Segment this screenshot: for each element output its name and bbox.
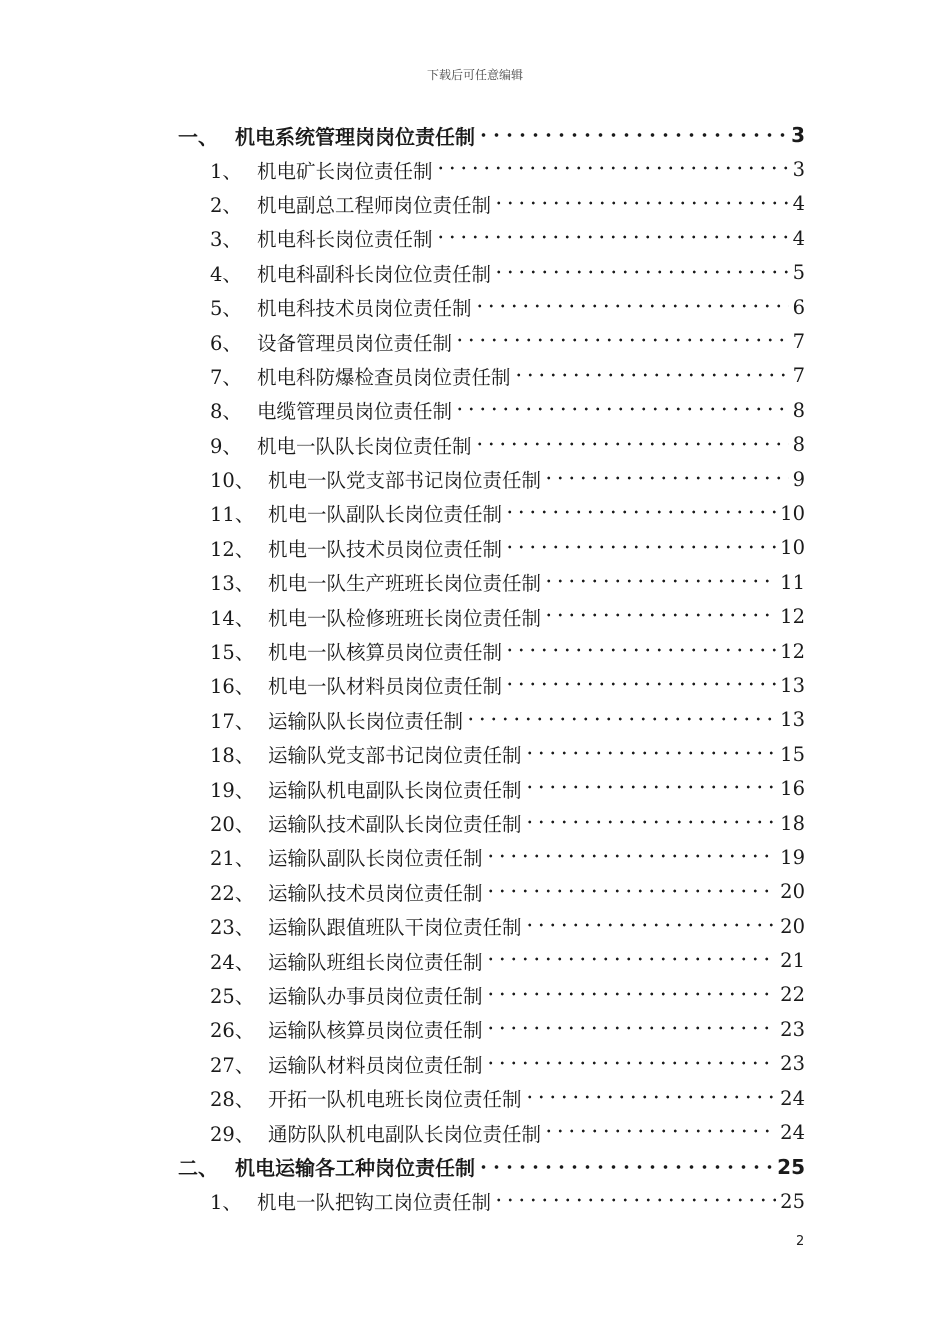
toc-entry-number: 22、 bbox=[210, 881, 255, 905]
toc-dot-leader bbox=[465, 703, 776, 737]
toc-entry-title: 电缆管理员岗位责任制 bbox=[257, 400, 453, 424]
toc-dot-leader bbox=[524, 737, 777, 771]
toc-dot-leader bbox=[485, 978, 777, 1012]
toc-entry-number: 一、 bbox=[178, 124, 218, 149]
toc-dot-leader bbox=[504, 531, 776, 565]
toc-entry-number: 26、 bbox=[210, 1019, 255, 1043]
toc-section-entry[interactable] bbox=[0, 1150, 950, 1184]
toc-entry[interactable] bbox=[0, 187, 950, 221]
toc-entry-number: 15、 bbox=[210, 641, 255, 665]
toc-entry[interactable] bbox=[0, 943, 950, 977]
toc-entry-number: 二、 bbox=[178, 1156, 218, 1181]
toc-entry[interactable] bbox=[0, 462, 950, 496]
toc-entry-title: 运输队核算员岗位责任制 bbox=[268, 1019, 483, 1043]
toc-entry-page: 12 bbox=[780, 639, 805, 663]
toc-entry-page: 25 bbox=[777, 1154, 805, 1179]
toc-entry-title: 机电科防爆检查员岗位责任制 bbox=[257, 365, 511, 389]
toc-entry-page: 6 bbox=[792, 295, 805, 319]
toc-entry-page: 24 bbox=[780, 1121, 805, 1145]
toc-entry-number: 25、 bbox=[210, 984, 255, 1008]
toc-entry-page: 24 bbox=[780, 1086, 805, 1110]
toc-entry-title: 机电一队技术员岗位责任制 bbox=[268, 537, 503, 561]
toc-dot-leader bbox=[543, 462, 789, 496]
toc-entry[interactable] bbox=[0, 531, 950, 565]
toc-entry-page: 10 bbox=[780, 501, 805, 525]
toc-entry-page: 16 bbox=[780, 777, 805, 801]
toc-entry-number: 2、 bbox=[210, 193, 242, 217]
toc-entry-title: 运输队队长岗位责任制 bbox=[268, 709, 464, 733]
toc-entry-title: 机电一队生产班班长岗位责任制 bbox=[268, 572, 542, 596]
toc-entry-page: 23 bbox=[780, 1017, 805, 1041]
toc-dot-leader bbox=[477, 1150, 773, 1184]
toc-entry[interactable] bbox=[0, 324, 950, 358]
toc-entry[interactable] bbox=[0, 565, 950, 599]
toc-dot-leader bbox=[543, 1115, 776, 1149]
toc-entry-page: 22 bbox=[780, 983, 805, 1007]
toc-dot-leader bbox=[485, 943, 777, 977]
toc-entry-title: 机电科副科长岗位位责任制 bbox=[257, 262, 492, 286]
toc-dot-leader bbox=[524, 1081, 777, 1115]
toc-entry[interactable] bbox=[0, 634, 950, 668]
toc-dot-leader bbox=[493, 187, 789, 221]
toc-entry-page: 20 bbox=[780, 880, 805, 904]
toc-dot-leader bbox=[485, 875, 777, 909]
toc-entry-number: 24、 bbox=[210, 950, 255, 974]
toc-entry-title: 运输队班组长岗位责任制 bbox=[268, 950, 483, 974]
toc-entry-number: 14、 bbox=[210, 606, 255, 630]
toc-entry[interactable] bbox=[0, 428, 950, 462]
toc-entry-page: 13 bbox=[780, 673, 805, 697]
toc-entry[interactable] bbox=[0, 1081, 950, 1115]
toc-entry-page: 25 bbox=[780, 1189, 805, 1213]
toc-entry[interactable] bbox=[0, 221, 950, 255]
page-number: 2 bbox=[796, 1234, 805, 1249]
toc-entry-number: 3、 bbox=[210, 228, 242, 252]
toc-entry-page: 11 bbox=[780, 570, 805, 594]
toc-entry-title: 设备管理员岗位责任制 bbox=[257, 331, 453, 355]
toc-entry[interactable] bbox=[0, 771, 950, 805]
toc-entry-number: 11、 bbox=[210, 503, 255, 527]
toc-dot-leader bbox=[435, 152, 789, 186]
toc-entry-page: 3 bbox=[792, 158, 805, 182]
toc-entry-number: 5、 bbox=[210, 297, 242, 321]
toc-dot-leader bbox=[435, 221, 789, 255]
toc-dot-leader bbox=[477, 118, 787, 152]
toc-entry-page: 4 bbox=[792, 192, 805, 216]
toc-entry-title: 运输队党支部书记岗位责任制 bbox=[268, 744, 522, 768]
toc-entry-page: 13 bbox=[780, 708, 805, 732]
toc-entry[interactable] bbox=[0, 496, 950, 530]
toc-entry-title: 机电副总工程师岗位责任制 bbox=[257, 193, 492, 217]
toc-entry[interactable] bbox=[0, 1115, 950, 1149]
toc-entry-page: 10 bbox=[780, 536, 805, 560]
toc-entry[interactable] bbox=[0, 875, 950, 909]
toc-entry-title: 机电科技术员岗位责任制 bbox=[257, 297, 472, 321]
toc-entry-page: 9 bbox=[792, 467, 805, 491]
toc-entry-title: 运输队办事员岗位责任制 bbox=[268, 984, 483, 1008]
toc-entry-title: 机电运输各工种岗位责任制 bbox=[235, 1156, 475, 1181]
toc-entry-title: 运输队机电副队长岗位责任制 bbox=[268, 778, 522, 802]
toc-entry-page: 19 bbox=[780, 845, 805, 869]
toc-entry-number: 28、 bbox=[210, 1088, 255, 1112]
toc-entry[interactable] bbox=[0, 806, 950, 840]
toc-dot-leader bbox=[454, 324, 789, 358]
toc-entry[interactable] bbox=[0, 1012, 950, 1046]
toc-entry-title: 机电一队把钩工岗位责任制 bbox=[257, 1191, 492, 1215]
toc-dot-leader bbox=[454, 393, 789, 427]
toc-entry-page: 5 bbox=[792, 261, 805, 285]
toc-entry[interactable] bbox=[0, 1047, 950, 1081]
toc-entry-number: 6、 bbox=[210, 331, 242, 355]
toc-entry[interactable] bbox=[0, 359, 950, 393]
toc-entry-number: 10、 bbox=[210, 469, 255, 493]
toc-entry-title: 机电科长岗位责任制 bbox=[257, 228, 433, 252]
toc-section-entry[interactable] bbox=[0, 118, 950, 152]
toc-entry-title: 运输队跟值班队干岗位责任制 bbox=[268, 916, 522, 940]
toc-dot-leader bbox=[524, 909, 777, 943]
toc-dot-leader bbox=[485, 1047, 777, 1081]
toc-entry[interactable] bbox=[0, 599, 950, 633]
toc-entry[interactable] bbox=[0, 978, 950, 1012]
toc-entry[interactable] bbox=[0, 668, 950, 702]
toc-dot-leader bbox=[504, 496, 776, 530]
toc-entry-title: 运输队材料员岗位责任制 bbox=[268, 1053, 483, 1077]
toc-dot-leader bbox=[485, 1012, 777, 1046]
toc-dot-leader bbox=[485, 840, 777, 874]
toc-entry-number: 20、 bbox=[210, 813, 255, 836]
toc-entry[interactable] bbox=[0, 290, 950, 324]
toc-entry-number: 8、 bbox=[210, 400, 242, 424]
toc-entry-page: 12 bbox=[780, 605, 805, 629]
toc-dot-leader bbox=[474, 290, 789, 324]
toc-entry-number: 12、 bbox=[210, 537, 255, 561]
toc-entry-number: 9、 bbox=[210, 434, 242, 458]
toc-entry-number: 1、 bbox=[210, 159, 242, 183]
toc-entry-number: 17、 bbox=[210, 709, 255, 733]
toc-entry-number: 7、 bbox=[210, 365, 242, 389]
toc-entry-title: 机电一队队长岗位责任制 bbox=[257, 434, 472, 458]
toc-entry-number: 13、 bbox=[210, 572, 255, 596]
toc-entry[interactable] bbox=[0, 393, 950, 427]
toc-dot-leader bbox=[474, 428, 789, 462]
toc-dot-leader bbox=[543, 565, 776, 599]
toc-entry-number: 19、 bbox=[210, 778, 255, 802]
toc-entry-title: 机电系统管理岗岗位责任制 bbox=[235, 124, 475, 149]
toc-entry[interactable] bbox=[0, 703, 950, 737]
toc-entry-page: 18 bbox=[780, 811, 805, 835]
toc-entry[interactable] bbox=[0, 256, 950, 290]
toc-entry-page: 20 bbox=[780, 914, 805, 938]
toc-entry-number: 16、 bbox=[210, 675, 255, 699]
toc-dot-leader bbox=[543, 599, 776, 633]
toc-entry-title: 机电一队核算员岗位责任制 bbox=[268, 641, 503, 665]
toc-entry-number: 27、 bbox=[210, 1053, 255, 1077]
toc-entry-page: 8 bbox=[792, 398, 805, 422]
toc-entry-page: 7 bbox=[792, 330, 805, 354]
toc-entry-page: 15 bbox=[780, 742, 805, 766]
toc-entry-number: 1、 bbox=[210, 1191, 242, 1215]
table-of-contents bbox=[0, 118, 950, 1219]
toc-entry-title: 运输队技术副队长岗位责任制 bbox=[268, 813, 522, 836]
toc-entry[interactable] bbox=[0, 840, 950, 874]
toc-dot-leader bbox=[504, 668, 776, 702]
toc-entry-title: 机电一队材料员岗位责任制 bbox=[268, 675, 503, 699]
toc-dot-leader bbox=[493, 256, 789, 290]
toc-dot-leader bbox=[493, 1184, 776, 1218]
page-header-note: 下载后可任意编辑 bbox=[426, 68, 523, 82]
toc-entry-page: 7 bbox=[792, 364, 805, 388]
toc-entry-title: 开拓一队机电班长岗位责任制 bbox=[268, 1088, 522, 1112]
toc-entry-number: 18、 bbox=[210, 744, 255, 768]
toc-entry-title: 运输队技术员岗位责任制 bbox=[268, 881, 483, 905]
toc-dot-leader bbox=[524, 771, 777, 805]
toc-entry-number: 23、 bbox=[210, 916, 255, 940]
toc-entry[interactable] bbox=[0, 152, 950, 186]
toc-entry-title: 通防队队机电副队长岗位责任制 bbox=[268, 1122, 542, 1146]
toc-entry-number: 4、 bbox=[210, 262, 242, 286]
toc-entry-title: 机电一队党支部书记岗位责任制 bbox=[268, 469, 542, 493]
toc-dot-leader bbox=[504, 634, 776, 668]
toc-entry-title: 运输队副队长岗位责任制 bbox=[268, 847, 483, 871]
toc-entry-page: 3 bbox=[791, 123, 805, 148]
toc-dot-leader bbox=[524, 806, 777, 840]
toc-entry-page: 4 bbox=[792, 226, 805, 250]
toc-entry-page: 23 bbox=[780, 1052, 805, 1076]
toc-entry-number: 21、 bbox=[210, 847, 255, 871]
toc-dot-leader bbox=[513, 359, 789, 393]
toc-entry[interactable] bbox=[0, 737, 950, 771]
toc-entry-title: 机电矿长岗位责任制 bbox=[257, 159, 433, 183]
toc-entry-page: 8 bbox=[792, 433, 805, 457]
toc-entry-title: 机电一队检修班班长岗位责任制 bbox=[268, 606, 542, 630]
toc-entry-page: 21 bbox=[780, 949, 805, 973]
toc-entry[interactable] bbox=[0, 909, 950, 943]
toc-entry[interactable] bbox=[0, 1184, 950, 1218]
toc-entry-number: 29、 bbox=[210, 1122, 255, 1146]
toc-entry-title: 机电一队副队长岗位责任制 bbox=[268, 503, 503, 527]
